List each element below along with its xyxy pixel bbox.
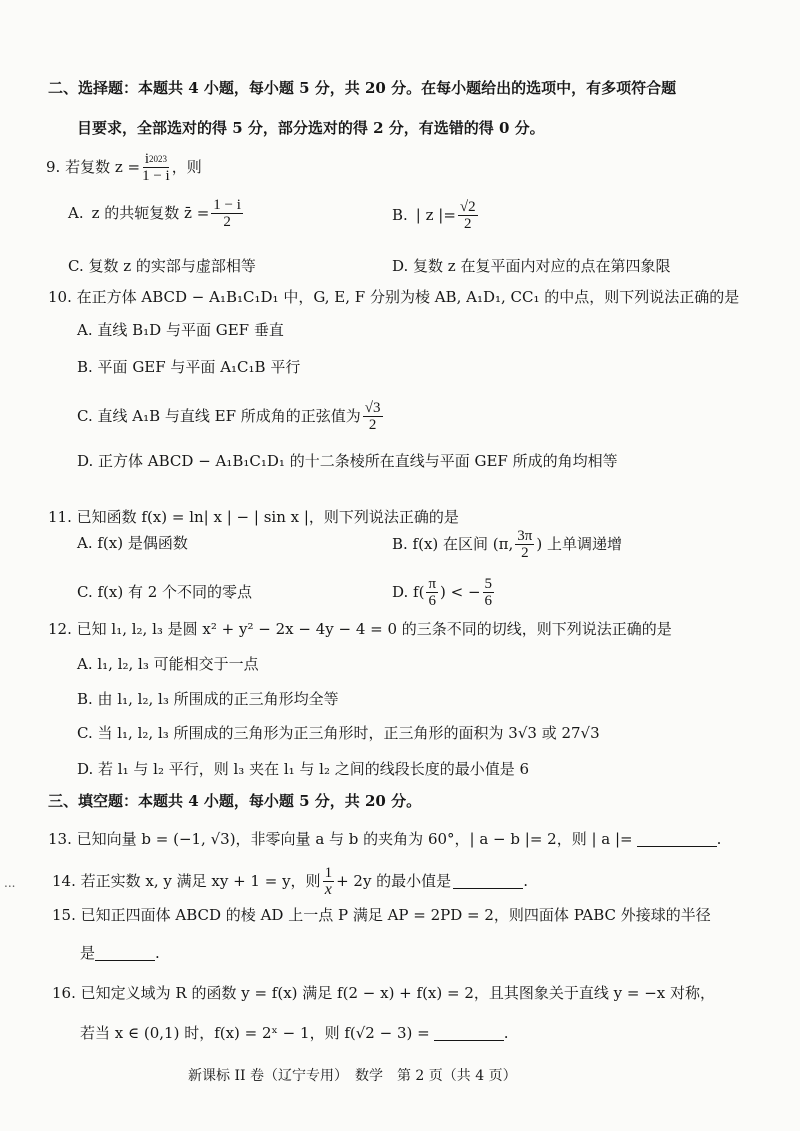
question-13 xyxy=(48,829,721,849)
denominator: 2 xyxy=(464,215,472,232)
option-label: B. xyxy=(392,206,408,224)
q9a-fraction xyxy=(211,197,243,230)
denominator: 2 xyxy=(521,544,529,561)
q9-prefix: 9. 若复数 z = xyxy=(46,158,141,176)
stem-text: 是 xyxy=(80,944,96,962)
period: . xyxy=(155,944,160,962)
section-2-header xyxy=(48,78,676,98)
question-9-stem xyxy=(46,150,202,184)
stem-text: 16. 已知定义域为 R 的函数 y = f(x) 满足 f(2 − x) + f(x) = 2，且其图象关于直线 y = −x 对称， xyxy=(52,984,716,1002)
numerator: √3 xyxy=(364,399,381,416)
option-text: C. 复数 z 的实部与虚部相等 xyxy=(68,257,256,275)
stem-text: 12. 已知 l₁, l₂, l₃ 是圆 x² + y² − 2x − 4y − 4 = 0 的三条不同的切线，则下列说法正确的是 xyxy=(48,620,672,638)
option-text: A. 直线 B₁D 与平面 GEF 垂直 xyxy=(77,321,284,339)
q11-option-c xyxy=(77,582,252,602)
numerator: 5 xyxy=(484,575,493,592)
q12-option-a xyxy=(77,654,259,674)
section-3-header xyxy=(48,791,421,811)
q11d-fraction-2 xyxy=(483,576,495,609)
q9-option-a xyxy=(68,196,245,230)
numerator: π xyxy=(428,575,437,592)
denominator: 6 xyxy=(428,592,436,609)
numerator: 1 − i xyxy=(213,196,241,213)
page-footer xyxy=(188,1066,517,1086)
question-15-line-1 xyxy=(52,905,711,925)
q9-option-d xyxy=(392,256,670,276)
period: . xyxy=(716,830,722,848)
q10c-fraction xyxy=(363,400,383,433)
answer-blank[interactable] xyxy=(434,1026,504,1041)
q10-option-c xyxy=(77,398,385,434)
q10-option-b xyxy=(77,357,300,377)
denominator: 2 xyxy=(223,213,231,230)
option-text: C. 直线 A₁B 与直线 EF 所成角的正弦值为 xyxy=(77,407,361,425)
q9-exponent: 2023 xyxy=(149,153,167,164)
option-label: A. xyxy=(68,204,84,222)
option-text: z 的共轭复数 z̄ = xyxy=(91,204,210,222)
section-2-line-1: 二、选择题：本题共 4 小题，每小题 5 分，共 20 分。在每小题给出的选项中，有多项符合题 xyxy=(48,79,677,97)
q11-option-b xyxy=(392,526,622,562)
question-12-stem xyxy=(48,619,672,639)
q11d-fraction-1 xyxy=(426,576,438,609)
question-16-line-1 xyxy=(52,983,715,1003)
option-text: B. 平面 GEF 与平面 A₁C₁B 平行 xyxy=(77,358,301,376)
numerator: 1 xyxy=(324,864,333,881)
option-text: A. f(x) 是偶函数 xyxy=(77,534,188,552)
denominator: 6 xyxy=(484,592,493,609)
answer-blank[interactable] xyxy=(637,832,717,847)
option-mid: ) < − xyxy=(440,583,481,601)
q9-fraction xyxy=(142,151,170,184)
option-text: D. 若 l₁ 与 l₂ 平行，则 l₃ 夹在 l₁ 与 l₂ 之间的线段长度的最小值是 6 xyxy=(77,760,530,778)
q10-option-a xyxy=(77,320,284,340)
footer-text: 新课标 II 卷（辽宁专用） 数学 第 2 页（共 4 页） xyxy=(188,1068,517,1084)
q12-option-d xyxy=(77,759,529,779)
answer-blank[interactable] xyxy=(95,946,155,961)
option-text: D. f( xyxy=(392,583,425,601)
question-14 xyxy=(52,864,528,898)
answer-blank[interactable] xyxy=(453,874,523,889)
stem-text: 15. 已知正四面体 ABCD 的棱 AD 上一点 P 满足 AP = 2PD = 2，则四面体 PABC 外接球的半径 xyxy=(52,906,711,924)
q9-num: i xyxy=(144,150,149,167)
q11-option-d xyxy=(392,574,496,610)
section-2-header-cont xyxy=(77,118,545,138)
denominator: x xyxy=(324,880,332,898)
stem-suffix: + 2y 的最小值是 xyxy=(336,872,452,890)
option-text: B. 由 l₁, l₂, l₃ 所围成的正三角形均全等 xyxy=(77,690,339,708)
q11b-fraction xyxy=(515,528,534,561)
q9-option-b xyxy=(392,198,480,232)
q14-fraction xyxy=(323,865,335,898)
stem-text: 10. 在正方体 ABCD − A₁B₁C₁D₁ 中，G, E, F 分别为棱 AB, A₁D₁, CC₁ 的中点，则下列说法正确的是 xyxy=(48,288,740,306)
option-text: D. 复数 z 在复平面内对应的点在第四象限 xyxy=(392,257,671,275)
period: . xyxy=(503,1024,509,1042)
q11-option-a xyxy=(77,533,188,553)
margin-mark: ... xyxy=(4,876,16,890)
question-10-stem xyxy=(48,287,739,307)
question-16-line-2 xyxy=(80,1023,508,1043)
stem-text: 14. 若正实数 x, y 满足 xy + 1 = y，则 xyxy=(52,872,321,890)
option-text: B. f(x) 在区间 (π, xyxy=(392,535,514,553)
option-suffix: ) 上单调递增 xyxy=(536,535,622,553)
question-15-line-2 xyxy=(80,943,160,963)
q9-option-c xyxy=(68,256,256,276)
question-11-stem xyxy=(48,507,459,527)
stem-text: 11. 已知函数 f(x) = ln| x | − | sin x |，则下列说法正确的是 xyxy=(48,508,459,526)
option-text: C. 当 l₁, l₂, l₃ 所围成的三角形为正三角形时，正三角形的面积为 3√3 或 27√3 xyxy=(77,724,600,742)
q10-option-d xyxy=(77,451,618,471)
stem-text: 13. 已知向量 b = (−1, √3)，非零向量 a 与 b 的夹角为 60°，| a − b |= 2，则 | a |= xyxy=(48,830,633,848)
numerator: 3π xyxy=(517,527,533,544)
section-3-line-1: 三、填空题：本题共 4 小题，每小题 5 分，共 20 分。 xyxy=(48,792,422,810)
q12-option-c xyxy=(77,723,600,743)
stem-text: 若当 x ∈ (0,1) 时，f(x) = 2ˣ − 1，则 f(√2 − 3) = xyxy=(80,1024,430,1042)
option-text: | z |= xyxy=(415,206,456,224)
q12-option-b xyxy=(77,689,339,709)
q9-suffix: ，则 xyxy=(171,158,202,176)
option-text: C. f(x) 有 2 个不同的零点 xyxy=(77,583,253,601)
section-2-line-2: 目要求，全部选对的得 5 分，部分选对的得 2 分，有选错的得 0 分。 xyxy=(77,119,545,137)
q9-den: 1 − i xyxy=(142,167,170,184)
numerator: √2 xyxy=(459,198,476,215)
denominator: 2 xyxy=(368,416,377,433)
q9b-fraction xyxy=(458,199,478,232)
option-text: A. l₁, l₂, l₃ 可能相交于一点 xyxy=(77,655,259,673)
period: . xyxy=(523,872,528,890)
option-text: D. 正方体 ABCD − A₁B₁C₁D₁ 的十二条棱所在直线与平面 GEF 所成的角均相等 xyxy=(77,452,618,470)
